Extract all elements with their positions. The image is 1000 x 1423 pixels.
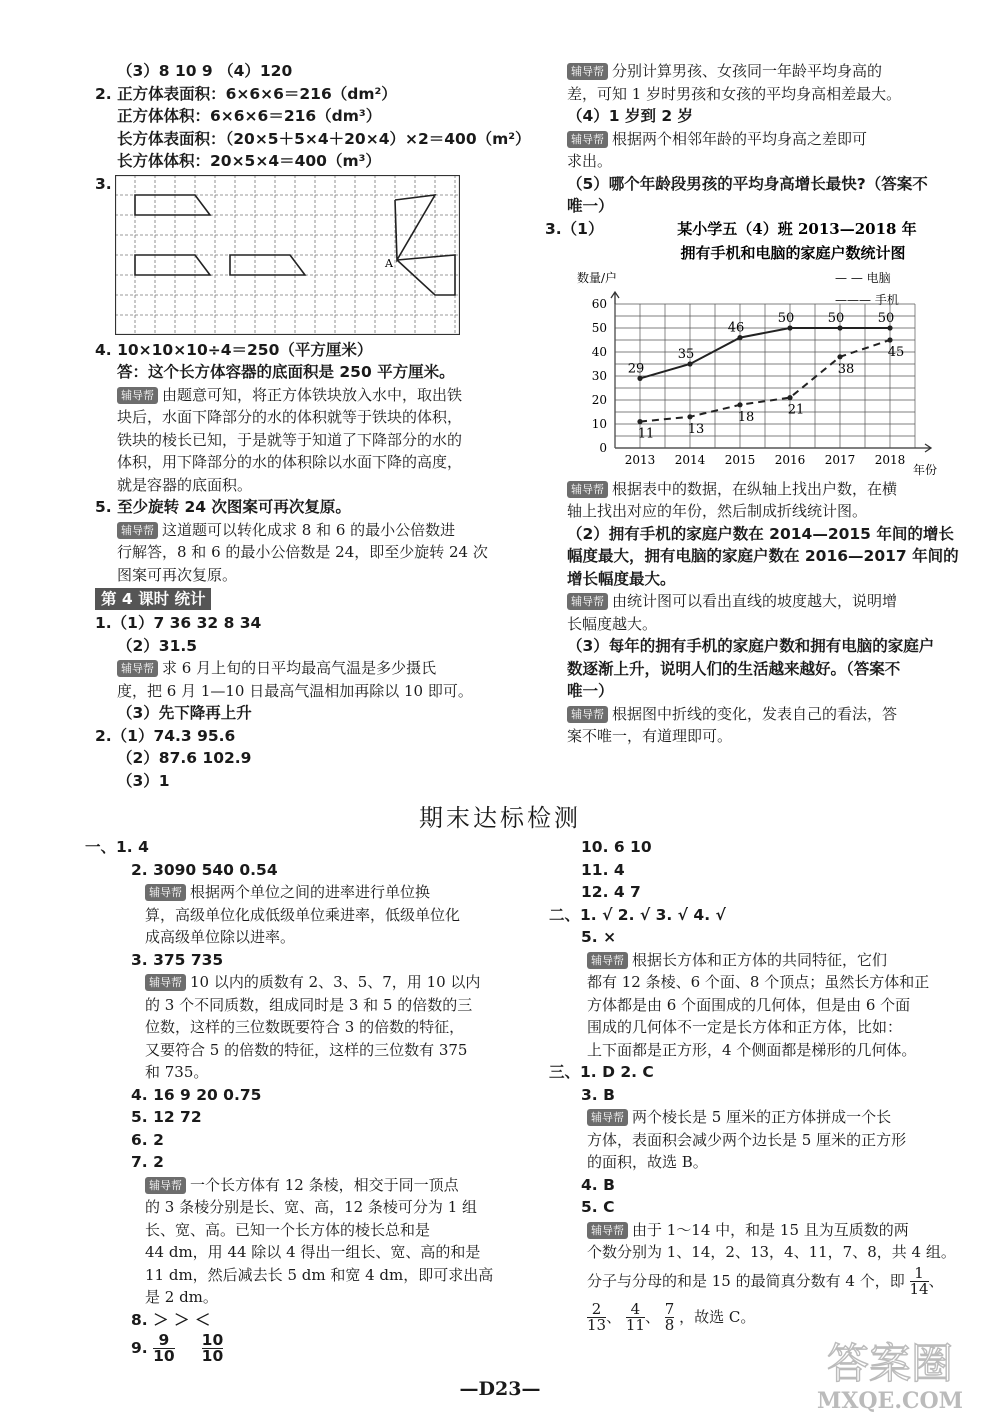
answer-line: 长方体表面积：（20×5＋5×4＋20×4）×2＝400（m²） xyxy=(117,129,531,148)
answer-line: 6. 2 xyxy=(131,1130,164,1149)
tip-badge: 辅导帮 xyxy=(567,131,608,148)
data-point xyxy=(737,402,742,407)
fraction: $\frac{2}{13}$ xyxy=(587,1300,607,1334)
tip-paragraph: 辅导帮 由统计图可以看出直线的坡度越大，说明增 长幅度越大。 xyxy=(567,592,898,633)
data-point xyxy=(637,419,642,424)
y-tick-label: 50 xyxy=(591,320,607,335)
fraction: $\frac{1}{14}$ xyxy=(909,1264,929,1298)
line-chart xyxy=(545,218,945,478)
answer-line: （3）先下降再上升 xyxy=(117,704,252,722)
answer-line: 4. B xyxy=(581,1175,615,1194)
x-tick-label: 2014 xyxy=(674,452,706,467)
lesson-heading: 第 4 课时 统计 xyxy=(95,588,211,610)
data-point xyxy=(637,375,642,380)
fraction-explanation: 分子与分母的和是 15 的最简真分数有 4 个，即 $\frac{1}{14}$ 、 xyxy=(587,1264,944,1298)
tip-paragraph: 辅导帮 由题意可知，将正方体铁块放入水中，取出铁 块后，水面下降部分的水的体积就等于铁块的体积， 铁块的棱长已知，于是就等于知道了下降部分的水的 体积，用下降部分的水的体积除以水面下降的高度， 就是容器的底面积。 xyxy=(117,385,463,494)
tip-badge: 辅导帮 xyxy=(145,1177,186,1194)
answer-line: 4. 10×10×10÷4＝250（平方厘米） xyxy=(95,340,373,359)
data-point xyxy=(787,395,792,400)
answer-line: 5. × xyxy=(581,928,617,946)
right-column-top xyxy=(545,60,972,748)
tip-paragraph: 辅导帮 求 6 月上旬的日平均最高气温是多少摄氏 度，把 6 月 1—10 日最高气温相加再除以 10 即可。 xyxy=(117,659,473,700)
x-axis-arrow xyxy=(915,444,931,452)
data-label: 50 xyxy=(777,310,795,326)
answer-line: （2）拥有手机的家庭户数在 2014—2015 年间的增长 xyxy=(567,524,954,543)
answer-line: 4. 16 9 20 0.75 xyxy=(131,1085,262,1104)
fraction: $\frac{10}{10}$ xyxy=(201,1331,224,1365)
page-number: —D23— xyxy=(459,1378,541,1400)
x-tick-label: 2013 xyxy=(624,452,656,467)
y-tick-label: 60 xyxy=(591,296,607,311)
answer-line: 12. 4 7 xyxy=(581,883,641,901)
tip-badge: 辅导帮 xyxy=(145,884,186,901)
data-point xyxy=(887,325,892,330)
data-point xyxy=(887,337,892,342)
y-tick-label: 0 xyxy=(599,440,607,455)
fraction: $\frac{9}{10}$ xyxy=(153,1331,175,1365)
data-point xyxy=(837,325,842,330)
tip-badge: 辅导帮 xyxy=(117,387,158,404)
legend-dashed: — — 电脑 xyxy=(835,270,891,285)
right-column-bottom xyxy=(549,836,972,1336)
answer-line: 5. 12 72 xyxy=(131,1108,202,1126)
answer-line: 11. 4 xyxy=(581,860,625,879)
y-axis-label: 数量/户 xyxy=(577,270,618,285)
grid-svg xyxy=(115,175,460,335)
x-tick-label: 2018 xyxy=(874,452,906,467)
answer-line: （4）1 岁到 2 岁 xyxy=(567,107,694,125)
answer-line: 7. 2 xyxy=(131,1153,164,1171)
answer-line: 增长幅度最大。 xyxy=(567,569,676,588)
answer-line: （2）87.6 102.9 xyxy=(117,749,252,767)
tip-badge: 辅导帮 xyxy=(587,1109,628,1126)
tip-paragraph: 辅导帮 分别计算男孩、女孩同一年龄平均身高的 差，可知 1 岁时男孩和女孩的平均身高相差最大。 xyxy=(567,62,902,103)
left-column-top: （3）8 10 9 （4）120 2. 正方体表面积：6×6×6＝216（dm²） 正方体体积：6×6×6＝216（dm³） 长方体表面积：（20×5＋5×4＋20×4）×2＝400（m²） 长方体体积：20×5×4＝400（m³） 3. A 4. 10×10×10÷4＝250（平方厘米） 答：这个长方体容器的底面积是 250 平方厘米。 辅导帮 由题意可知，将正方体铁块放入水中，取出铁 块后，水面下降部分的水的体积就等于铁块的体积， 铁块的棱长已知，于是就等于知道了下降部分的水的 体积，用下降部分的水的体积除以水面下降的高度， 就是容器的底面积。 5. 至少旋转 24 次图案可再次复原。 辅导帮 这道题可以转化成求 8 和 6 的最小公倍数进 行解答，8 和 6 的最小公倍数是 24，即至少旋转 24 次 图案可再次复原。 第 4 课时 统计 1.（1）7 36 32 8 34 （2）31.5 辅导帮 求 6 月上旬的日平均最高气温是多少摄氏 度，把 6 月 1—10 日最高气温相加再除以 10 即可。 （3）先下降再上升 2.（1）74.3 95.6 （2）87.6 102.9 （3）1 xyxy=(95,60,530,792)
y-tick-label: 20 xyxy=(591,392,607,407)
answer-line: 5. C xyxy=(581,1198,615,1216)
fraction-explanation: $\frac{2}{13}$ 、 $\frac{4}{11}$ 、 $\frac{7}{8}$ ，故选 C。 xyxy=(587,1300,756,1334)
tip-paragraph: 辅导帮 根据两个相邻年龄的平均身高之差即可 求出。 xyxy=(567,129,868,170)
data-label: 50 xyxy=(827,310,845,326)
answer-line: 一、1. 4 xyxy=(85,838,149,856)
answer-line: 5. 至少旋转 24 次图案可再次复原。 xyxy=(95,498,351,516)
watermark-logo xyxy=(795,1330,985,1415)
tip-badge: 辅导帮 xyxy=(567,706,608,723)
point-a-label: A xyxy=(385,256,393,270)
tip-badge: 辅导帮 xyxy=(145,974,186,991)
data-label: 13 xyxy=(687,421,705,437)
data-point xyxy=(687,361,692,366)
tip-paragraph: 辅导帮 根据图中折线的变化，发表自己的看法，答 案不唯一，有道理即可。 xyxy=(567,704,898,745)
legend-solid: ——— 手机 xyxy=(835,292,899,307)
answer-line: （5）哪个年龄段男孩的平均身高增长最快?（答案不 xyxy=(567,174,928,193)
watermark-url: MXQE.COM xyxy=(816,1388,964,1414)
data-point xyxy=(737,335,742,340)
tip-paragraph: 辅导帮 两个棱长是 5 厘米的正方体拼成一个长 方体，表面积会减少两个边长是 5 厘米的正方形 的面积，故选 B。 xyxy=(587,1108,907,1171)
answer-line: （2）31.5 xyxy=(117,636,198,655)
answer-line: 唯一） xyxy=(567,197,614,215)
answer-line: 幅度最大，拥有电脑的家庭户数在 2016—2017 年间的 xyxy=(567,547,959,565)
tip-badge: 辅导帮 xyxy=(567,481,608,498)
tip-paragraph: 辅导帮 10 以内的质数有 2、3、5、7，用 10 以内 的 3 个不同质数，组成同时是 3 和 5 的倍数的三 位数，这样的三位数既要符合 3 的倍数的特征， 又要符合 5 的倍数的特征，这样的三位数有 375 和 735。 xyxy=(145,973,481,1081)
tip-paragraph: 辅导帮 根据长方体和正方体的共同特征，它们 都有 12 条棱、6 个面、8 个顶点；虽然长方体和正 方体都是由 6 个面围成的几何体，但是由 6 个面 围成的几何体不一定是长方体和正方体，比如： 上下面都是正方形，4 个侧面都是梯形的几何体。 xyxy=(587,950,930,1059)
y-tick-label: 40 xyxy=(591,344,607,359)
data-label: 35 xyxy=(677,346,695,362)
answer-line: 长方体体积：20×5×4＝400（m³） xyxy=(117,152,381,170)
data-label: 18 xyxy=(737,409,755,425)
data-label: 21 xyxy=(787,402,805,418)
answer-line: 3. B xyxy=(581,1085,615,1104)
data-label: 46 xyxy=(727,320,745,336)
y-axis-arrow xyxy=(611,292,619,304)
tip-paragraph: 辅导帮 根据两个单位之间的进率进行单位换 算，高级单位化成低级单位乘进率，低级单位化 成高级单位除以进率。 xyxy=(145,883,461,946)
answer-line: 3. 375 735 xyxy=(131,950,224,969)
answer-line: （3）每年的拥有手机的家庭户数和拥有电脑的家庭户 xyxy=(567,637,935,655)
data-point xyxy=(687,414,692,419)
question-number: 3.（1） xyxy=(545,219,604,238)
tip-paragraph: 辅导帮 一个长方体有 12 条棱，相交于同一顶点 的 3 条棱分别是长、宽、高，12 条棱可分为 1 组 长、宽、高。已知一个长方体的棱长总和是 44 dm，用 44 除以 4 得出一组长、宽、高的和是 11 dm，然后减去长 5 dm 和宽 4 dm，即可求出高 是 2 dm。 xyxy=(145,1175,494,1306)
answer-line: 二、1. √ 2. √ 3. √ 4. √ xyxy=(549,905,726,924)
answer-line: （3）8 10 9 （4）120 xyxy=(117,62,293,80)
data-point xyxy=(787,325,792,330)
data-point xyxy=(837,354,842,359)
fraction: $\frac{7}{8}$ xyxy=(664,1300,675,1334)
tip-badge: 辅导帮 xyxy=(587,1222,628,1239)
fraction-answer: 9. $\frac{9}{10}$ $\frac{10}{10}$ xyxy=(131,1331,224,1365)
y-tick-label: 30 xyxy=(591,368,607,383)
tip-badge: 辅导帮 xyxy=(587,952,628,969)
x-tick-label: 2016 xyxy=(774,452,806,467)
shape-trapezoid-3 xyxy=(230,255,305,275)
data-label: 50 xyxy=(877,310,895,326)
fraction: $\frac{4}{11}$ xyxy=(625,1300,645,1334)
answer-line: 数逐渐上升，说明人们的生活越来越好。（答案不 xyxy=(567,659,901,678)
y-tick-label: 10 xyxy=(591,416,607,431)
tip-badge: 辅导帮 xyxy=(117,660,158,677)
chart-subtitle: 拥有手机和电脑的家庭户数统计图 xyxy=(680,243,906,262)
data-label: 11 xyxy=(637,426,655,442)
tip-badge: 辅导帮 xyxy=(567,63,608,80)
answer-line: 10. 6 10 xyxy=(581,838,652,856)
data-label: 45 xyxy=(887,344,905,360)
tip-badge: 辅导帮 xyxy=(117,522,158,539)
line-chart-block xyxy=(545,218,972,478)
answer-line: 2. 3090 540 0.54 xyxy=(131,860,278,879)
answer-line: 唯一） xyxy=(567,682,614,700)
answer-line: （3）1 xyxy=(117,771,170,790)
data-label: 38 xyxy=(837,361,855,377)
answer-line: 1.（1）7 36 32 8 34 xyxy=(95,614,262,632)
tip-paragraph: 辅导帮 由于 1～14 中，和是 15 且为互质数的两 个数分别为 1、14，2、13，4、11，7、8，共 4 组。 xyxy=(587,1220,956,1261)
x-axis-label: 年份 xyxy=(913,462,938,477)
tip-paragraph: 辅导帮 这道题可以转化成求 8 和 6 的最小公倍数进 行解答，8 和 6 的最小公倍数是 24，即至少旋转 24 次 图案可再次复原。 xyxy=(117,520,488,584)
answer-line: 三、1. D 2. C xyxy=(549,1063,654,1081)
answer-line: 答：这个长方体容器的底面积是 250 平方厘米。 xyxy=(117,363,455,381)
tip-badge: 辅导帮 xyxy=(567,593,608,610)
chart-title: 某小学五（4）班 2013—2018 年 xyxy=(677,219,917,238)
shape-trapezoid-1 xyxy=(135,195,210,215)
watermark-text: 答案圈 xyxy=(826,1339,954,1388)
answer-line: 2.（1）74.3 95.6 xyxy=(95,726,236,745)
left-column-bottom xyxy=(85,836,530,1365)
x-tick-label: 2017 xyxy=(824,452,856,467)
answer-line: 8. ＞ ＞ ＜ xyxy=(131,1310,211,1329)
x-tick-label: 2015 xyxy=(724,452,756,467)
section-title: 期末达标检测 xyxy=(419,804,581,832)
answer-line: 正方体体积：6×6×6＝216（dm³） xyxy=(117,107,382,125)
answer-line: 2. 正方体表面积：6×6×6＝216（dm²） xyxy=(95,84,397,103)
shape-trapezoid-2 xyxy=(135,255,210,275)
data-label: 29 xyxy=(627,360,645,376)
rotation-grid-figure xyxy=(115,175,530,339)
tip-paragraph: 辅导帮 根据表中的数据，在纵轴上找出户数，在横 轴上找出对应的年份，然后制成折线统计图。 xyxy=(567,479,898,520)
